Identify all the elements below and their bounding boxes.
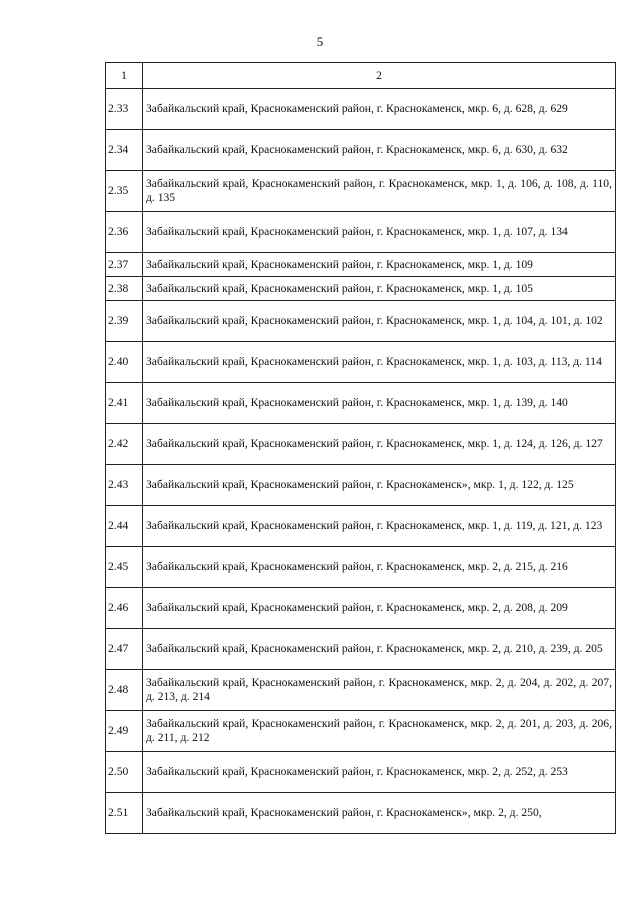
row-number: 2.50 <box>106 752 143 793</box>
row-address: Забайкальский край, Краснокаменский район, г. Краснокаменск, мкр. 1, д. 139, д. 140 <box>143 383 616 424</box>
table-row <box>106 547 616 588</box>
row-address: Забайкальский край, Краснокаменский район, г. Краснокаменск, мкр. 1, д. 106, д. 108, д. 110, д. 135 <box>143 171 616 212</box>
row-address: Забайкальский край, Краснокаменский район, г. Краснокаменск, мкр. 2, д. 252, д. 253 <box>143 752 616 793</box>
row-address: Забайкальский край, Краснокаменский район, г. Краснокаменск», мкр. 1, д. 122, д. 125 <box>143 465 616 506</box>
table-row <box>106 253 616 277</box>
row-address: Забайкальский край, Краснокаменский район, г. Краснокаменск, мкр. 1, д. 105 <box>143 277 616 301</box>
table-row <box>106 629 616 670</box>
row-number: 2.49 <box>106 711 143 752</box>
row-number: 2.38 <box>106 277 143 301</box>
table-row <box>106 711 616 752</box>
row-address: Забайкальский край, Краснокаменский район, г. Краснокаменск, мкр. 2, д. 210, д. 239, д. 205 <box>143 629 616 670</box>
row-address: Забайкальский край, Краснокаменский район, г. Краснокаменск, мкр. 1, д. 119, д. 121, д. 123 <box>143 506 616 547</box>
row-number: 2.48 <box>106 670 143 711</box>
row-number: 2.51 <box>106 793 143 834</box>
table-row <box>106 506 616 547</box>
row-number: 2.36 <box>106 212 143 253</box>
row-address: Забайкальский край, Краснокаменский район, г. Краснокаменск, мкр. 2, д. 201, д. 203, д. 206, д. 211, д. 212 <box>143 711 616 752</box>
row-number: 2.34 <box>106 130 143 171</box>
row-number: 2.39 <box>106 301 143 342</box>
row-number: 2.47 <box>106 629 143 670</box>
table-body <box>106 89 616 834</box>
table-row <box>106 171 616 212</box>
row-address: Забайкальский край, Краснокаменский район, г. Краснокаменск, мкр. 2, д. 208, д. 209 <box>143 588 616 629</box>
table-row <box>106 277 616 301</box>
table-row <box>106 212 616 253</box>
row-number: 2.46 <box>106 588 143 629</box>
table-row <box>106 130 616 171</box>
column-header-number: 1 <box>106 63 143 89</box>
row-address: Забайкальский край, Краснокаменский район, г. Краснокаменск, мкр. 1, д. 109 <box>143 253 616 277</box>
row-number: 2.33 <box>106 89 143 130</box>
address-table <box>105 62 616 834</box>
column-header-address: 2 <box>143 63 616 89</box>
row-number: 2.44 <box>106 506 143 547</box>
table-row <box>106 670 616 711</box>
table-header-row <box>106 63 616 89</box>
row-number: 2.42 <box>106 424 143 465</box>
row-address: Забайкальский край, Краснокаменский район, г. Краснокаменск, мкр. 1, д. 107, д. 134 <box>143 212 616 253</box>
table-row <box>106 383 616 424</box>
table-row <box>106 752 616 793</box>
row-address: Забайкальский край, Краснокаменский район, г. Краснокаменск, мкр. 2, д. 204, д. 202, д. 207, д. 213, д. 214 <box>143 670 616 711</box>
row-number: 2.45 <box>106 547 143 588</box>
row-address: Забайкальский край, Краснокаменский район, г. Краснокаменск», мкр. 2, д. 250, <box>143 793 616 834</box>
row-number: 2.41 <box>106 383 143 424</box>
row-number: 2.37 <box>106 253 143 277</box>
table-row <box>106 301 616 342</box>
row-address: Забайкальский край, Краснокаменский район, г. Краснокаменск, мкр. 2, д. 215, д. 216 <box>143 547 616 588</box>
row-address: Забайкальский край, Краснокаменский район, г. Краснокаменск, мкр. 6, д. 628, д. 629 <box>143 89 616 130</box>
table-row <box>106 793 616 834</box>
row-number: 2.40 <box>106 342 143 383</box>
row-address: Забайкальский край, Краснокаменский район, г. Краснокаменск, мкр. 1, д. 103, д. 113, д. 114 <box>143 342 616 383</box>
table-row <box>106 342 616 383</box>
row-number: 2.35 <box>106 171 143 212</box>
page-number: 5 <box>316 34 324 49</box>
table-row <box>106 89 616 130</box>
row-address: Забайкальский край, Краснокаменский район, г. Краснокаменск, мкр. 6, д. 630, д. 632 <box>143 130 616 171</box>
row-address: Забайкальский край, Краснокаменский район, г. Краснокаменск, мкр. 1, д. 104, д. 101, д. 102 <box>143 301 616 342</box>
row-number: 2.43 <box>106 465 143 506</box>
table-row <box>106 465 616 506</box>
table-row <box>106 424 616 465</box>
table-row <box>106 588 616 629</box>
row-address: Забайкальский край, Краснокаменский район, г. Краснокаменск, мкр. 1, д. 124, д. 126, д. 127 <box>143 424 616 465</box>
